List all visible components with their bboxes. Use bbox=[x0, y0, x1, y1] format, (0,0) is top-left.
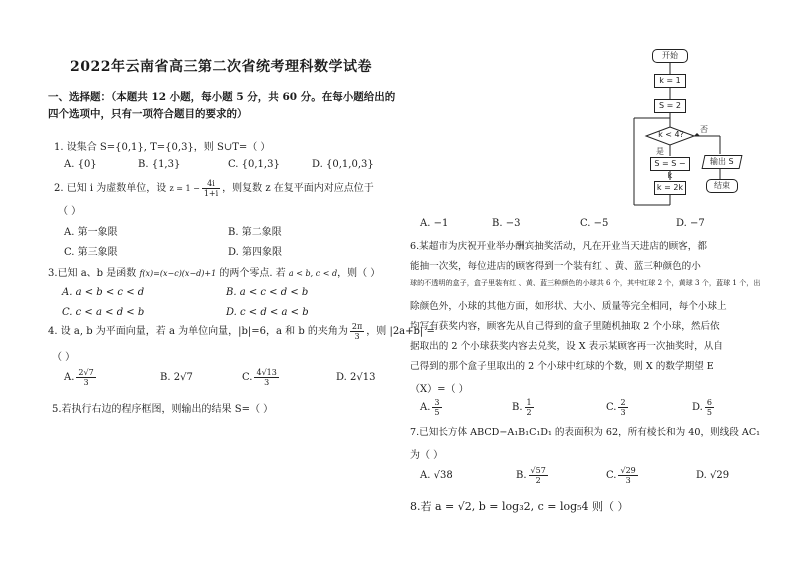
question-5-stem: 5.若执行右边的程序框图，则输出的结果 S=（ ） bbox=[52, 404, 274, 415]
q6-line-5: 均写有获奖内容，顾客先从自己得到的盒子里随机抽取 2 个小球，然后依 bbox=[410, 321, 720, 332]
q6-option-a-label: A. bbox=[420, 402, 431, 413]
q7-option-d bbox=[696, 470, 729, 481]
q4-option-b-text: 2√7 bbox=[173, 372, 193, 383]
q7-option-c-den: 3 bbox=[625, 476, 631, 485]
q7-option-c bbox=[606, 466, 640, 485]
q4-angle-num: 2π bbox=[351, 322, 363, 331]
q4-angle-den: 3 bbox=[354, 332, 360, 341]
q7-option-b-frac bbox=[529, 466, 548, 485]
q2-option-d: D. 第四象限 bbox=[228, 247, 283, 258]
q3-function: f(x)=(x−c)(x−d)+1 bbox=[139, 269, 217, 278]
q6-option-b-frac bbox=[525, 398, 534, 417]
q6-option-b-label: B. bbox=[512, 402, 523, 413]
q7-option-d-text: √29 bbox=[710, 470, 730, 481]
q6-option-c-label: C. bbox=[606, 402, 617, 413]
question-1-stem: 1. 设集合 S={0,1}, T={0,3}，则 S∪T=（ ） bbox=[54, 142, 271, 153]
q6-option-a-den: 5 bbox=[434, 408, 440, 417]
q3-stem-a: 3.已知 a、b 是函数 bbox=[48, 268, 137, 279]
q6-option-d-num: 6 bbox=[706, 398, 712, 407]
flowchart-yes-label: 是 bbox=[656, 147, 664, 156]
q6-option-a-frac bbox=[432, 398, 441, 417]
q1-option-b: B. {1,3} bbox=[138, 159, 181, 170]
flowchart-end: 结束 bbox=[706, 179, 738, 193]
q7-option-b-den: 2 bbox=[535, 476, 541, 485]
q3-stem-c: ，则（ ） bbox=[337, 268, 381, 279]
q6-option-b-den: 2 bbox=[526, 408, 532, 417]
q5-option-b: B. −3 bbox=[492, 218, 521, 229]
q2-blank: （ ） bbox=[58, 206, 82, 217]
section-heading-line1: 一、选择题：（本题共 12 小题，每小题 5 分，共 60 分。在每小题给出的 bbox=[48, 91, 396, 103]
q3-option-a: A. a < b < c < d bbox=[62, 287, 145, 298]
q4-option-b-label: B. bbox=[160, 372, 171, 383]
q2-option-b: B. 第二象限 bbox=[228, 227, 282, 238]
q7-line-2: 为（ ） bbox=[410, 450, 444, 461]
q7-option-d-label: D. bbox=[696, 470, 707, 481]
q3-option-b: B. a < c < d < b bbox=[226, 287, 309, 298]
q2-z-eq: z = 1 − bbox=[169, 184, 200, 193]
flowchart-init-k: k = 1 bbox=[654, 74, 686, 88]
q6-line-2: 能抽一次奖，每位进店的顾客得到一个装有红 、黄、蓝三种颜色的小 bbox=[410, 261, 701, 272]
q1-option-d: D. {0,1,0,3} bbox=[312, 159, 374, 170]
q4-option-a-label: A. bbox=[64, 372, 75, 383]
flowchart-init-s: S = 2 bbox=[654, 99, 686, 113]
q8-stem: 8.若 a = √2, b = log₃2, c = log₅4 则（ ） bbox=[410, 500, 629, 513]
q2-stem-b: ，则复数 z 在复平面内对应点位于 bbox=[222, 183, 374, 194]
q2-option-a: A. 第一象限 bbox=[64, 227, 118, 238]
flowchart-condition: k < 4? bbox=[658, 130, 684, 139]
q6-option-c-den: 3 bbox=[620, 408, 626, 417]
q7-option-c-frac bbox=[618, 466, 637, 485]
q4-option-c-num: 4√13 bbox=[256, 368, 277, 377]
q7-option-a-text: √38 bbox=[433, 470, 453, 481]
flowchart-output bbox=[702, 155, 743, 169]
q4-option-c-den: 3 bbox=[264, 378, 270, 387]
q7-option-b-label: B. bbox=[516, 470, 527, 481]
flowchart-update-k: k = 2k bbox=[654, 181, 686, 195]
q6-line-4: 除颜色外，小球的其他方面，如形状、大小、质量等完全相同，每个小球上 bbox=[410, 301, 727, 312]
q1-option-a: A. {0} bbox=[64, 159, 97, 170]
q1-option-c: C. {0,1,3} bbox=[228, 159, 280, 170]
q2-frac-den: 1+i bbox=[203, 189, 219, 198]
q4-blank: （ ） bbox=[52, 352, 76, 363]
q3-stem-b: 的两个零点. 若 bbox=[219, 268, 286, 279]
q6-option-b bbox=[512, 398, 536, 417]
q4-stem-b: ，则 |2a+b| = bbox=[366, 326, 435, 337]
flowchart-output-label: 输出 S bbox=[710, 157, 734, 166]
q6-option-c bbox=[606, 398, 630, 417]
q2-frac-num: 4i bbox=[202, 179, 220, 189]
q7-option-c-label: C. bbox=[606, 470, 617, 481]
q6-option-d bbox=[692, 398, 716, 417]
q5-option-a: A. −1 bbox=[420, 218, 449, 229]
page-title: 2022年云南省高三第二次省统考理科数学试卷 bbox=[70, 59, 372, 75]
q6-option-c-num: 2 bbox=[620, 398, 626, 407]
q4-option-d-label: D. bbox=[336, 372, 347, 383]
q6-line-6: 据取出的 2 个小球获奖内容去兑奖，设 X 表示某顾客再一次抽奖时，从自 bbox=[410, 341, 723, 352]
q7-option-a-label: A. bbox=[420, 470, 431, 481]
q6-option-d-den: 5 bbox=[706, 408, 712, 417]
q3-option-d: D. c < d < a < b bbox=[226, 307, 309, 318]
q6-line-1: 6.某超市为庆祝开业举办酬宾抽奖活动，凡在开业当天进店的顾客，都 bbox=[410, 241, 707, 252]
q7-option-b bbox=[516, 466, 550, 485]
q4-stem-a: 4. 设 a, b 为平面向量，若 a 为单位向量，|b|=6，a 和 b 的夹角为 bbox=[48, 326, 348, 337]
q3-option-c: C. c < a < d < b bbox=[62, 307, 145, 318]
q5-option-c: C. −5 bbox=[580, 218, 609, 229]
section-heading-line2: 四个选项中，只有一项符合题目的要求的） bbox=[48, 108, 248, 120]
q7-line-1: 7.已知长方体 ABCD−A₁B₁C₁D₁ 的表面积为 62，所有棱长和为 40，则线段 AC₁ bbox=[410, 427, 761, 438]
q3-condition: a < b, c < d bbox=[288, 269, 338, 278]
q6-option-a-num: 3 bbox=[434, 398, 440, 407]
q6-option-d-frac bbox=[705, 398, 714, 417]
q6-line-7: 己得到的那个盒子里取出的 2 个小球中红球的个数，则 X 的数学期望 E bbox=[410, 361, 714, 372]
q6-line-3: 球的不透明的盒子，盒子里装有红 、黄、蓝三种颜色的小球共 6 个，其中红球 2 个，黄球 3 个，蓝球 1 个，出 bbox=[410, 278, 761, 287]
q6-option-b-num: 1 bbox=[526, 398, 532, 407]
q7-option-c-num: √29 bbox=[620, 466, 636, 475]
flowchart-update-s: S = S − k bbox=[650, 157, 690, 171]
q7-option-b-num: √57 bbox=[530, 466, 546, 475]
q6-option-c-frac bbox=[618, 398, 627, 417]
q6-option-a bbox=[420, 398, 444, 417]
q4-option-d-text: 2√13 bbox=[350, 372, 376, 383]
q2-stem-a: 2. 已知 i 为虚数单位，设 bbox=[54, 183, 167, 194]
q5-option-d: D. −7 bbox=[676, 218, 705, 229]
q4-option-a-num: 2√7 bbox=[78, 368, 94, 377]
flowchart-no-label: 否 bbox=[700, 125, 708, 134]
q4-option-c-label: C. bbox=[242, 372, 253, 383]
q6-option-d-label: D. bbox=[692, 402, 703, 413]
q7-option-a bbox=[420, 470, 453, 481]
flowchart-start: 开始 bbox=[652, 49, 688, 63]
q2-option-c: C. 第三象限 bbox=[64, 247, 118, 258]
q6-line-8: （X）=（ ） bbox=[410, 384, 469, 395]
q4-option-a-den: 3 bbox=[83, 378, 89, 387]
